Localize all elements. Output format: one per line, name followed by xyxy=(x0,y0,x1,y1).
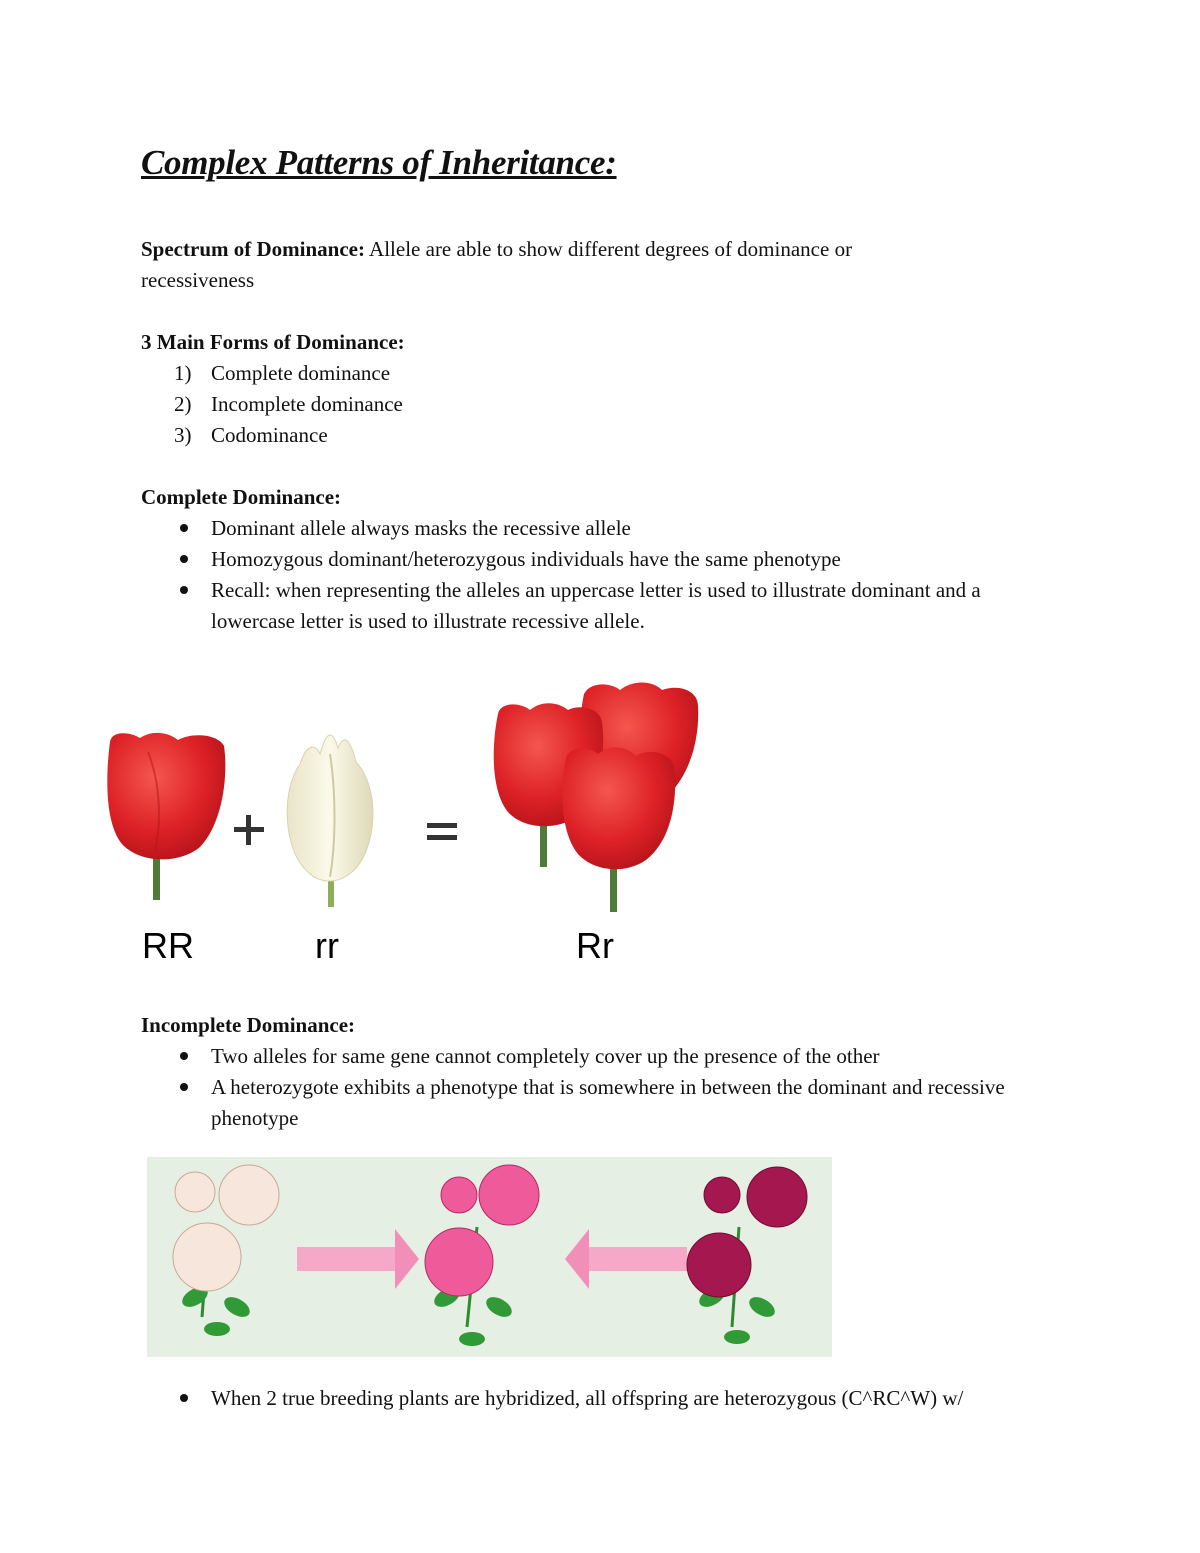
tulip-cross-figure xyxy=(100,672,720,972)
rose-cross-figure xyxy=(147,1157,832,1357)
spectrum-definition-cont: recessiveness xyxy=(141,268,255,292)
bullet-text: A heterozygote exhibits a phenotype that is somewhere in between the dominant and recessive phenotype xyxy=(211,1075,1005,1130)
list-item-text: Codominance xyxy=(211,423,328,447)
list-marker: 1) xyxy=(174,361,192,385)
main-forms-heading: 3 Main Forms of Dominance: xyxy=(141,330,405,354)
tulip-label-rr-recessive: rr xyxy=(315,925,339,966)
bullet-text: Two alleles for same gene cannot completely cover up the presence of the other xyxy=(211,1044,880,1068)
bullet-item xyxy=(174,1383,1064,1414)
red-tulip-icon xyxy=(107,733,225,900)
page-title: Complex Patterns of Inheritance: xyxy=(141,143,617,182)
complete-dominance-heading: Complete Dominance: xyxy=(141,485,342,509)
bullet-icon xyxy=(180,524,188,532)
white-tulip-icon xyxy=(287,735,373,907)
bullet-text: Dominant allele always masks the recessive allele xyxy=(211,516,631,540)
bullet-item xyxy=(174,1072,1064,1134)
numbered-item xyxy=(174,389,1064,420)
bullet-item xyxy=(174,575,1064,637)
bullet-text: Recall: when representing the alleles an uppercase letter is used to illustrate dominant and a lowercase letter is used to illustrate recessive allele. xyxy=(211,578,981,633)
bullet-icon xyxy=(180,1052,188,1060)
tulip-label-rr-hybrid: Rr xyxy=(576,925,614,966)
bullet-item xyxy=(174,513,1064,544)
equals-sign-icon xyxy=(427,823,457,840)
tulip-label-rr-dominant: RR xyxy=(142,925,194,966)
list-marker: 3) xyxy=(174,423,192,447)
bullet-icon xyxy=(180,586,188,594)
numbered-item xyxy=(174,420,1064,451)
incomplete-dominance-heading: Incomplete Dominance: xyxy=(141,1013,356,1037)
list-item-text: Complete dominance xyxy=(211,361,391,385)
list-marker: 2) xyxy=(174,392,192,416)
list-item-text: Incomplete dominance xyxy=(211,392,403,416)
bullet-icon xyxy=(180,1394,188,1402)
spectrum-term: Spectrum of Dominance: xyxy=(141,237,365,261)
spectrum-definition: Allele are able to show different degrees of dominance or xyxy=(364,237,853,261)
bullet-item xyxy=(174,544,1064,575)
bullet-icon xyxy=(180,1083,188,1091)
spectrum-paragraph xyxy=(141,234,1071,265)
bullet-item xyxy=(174,1041,1064,1072)
red-tulip-group-icon xyxy=(494,683,698,913)
bullet-icon xyxy=(180,555,188,563)
plus-sign-icon xyxy=(234,815,264,845)
numbered-item xyxy=(174,358,1064,389)
bullet-text: Homozygous dominant/heterozygous individuals have the same phenotype xyxy=(211,547,841,571)
bullet-text: When 2 true breeding plants are hybridized, all offspring are heterozygous (C^RC^W) w/ xyxy=(211,1386,964,1410)
